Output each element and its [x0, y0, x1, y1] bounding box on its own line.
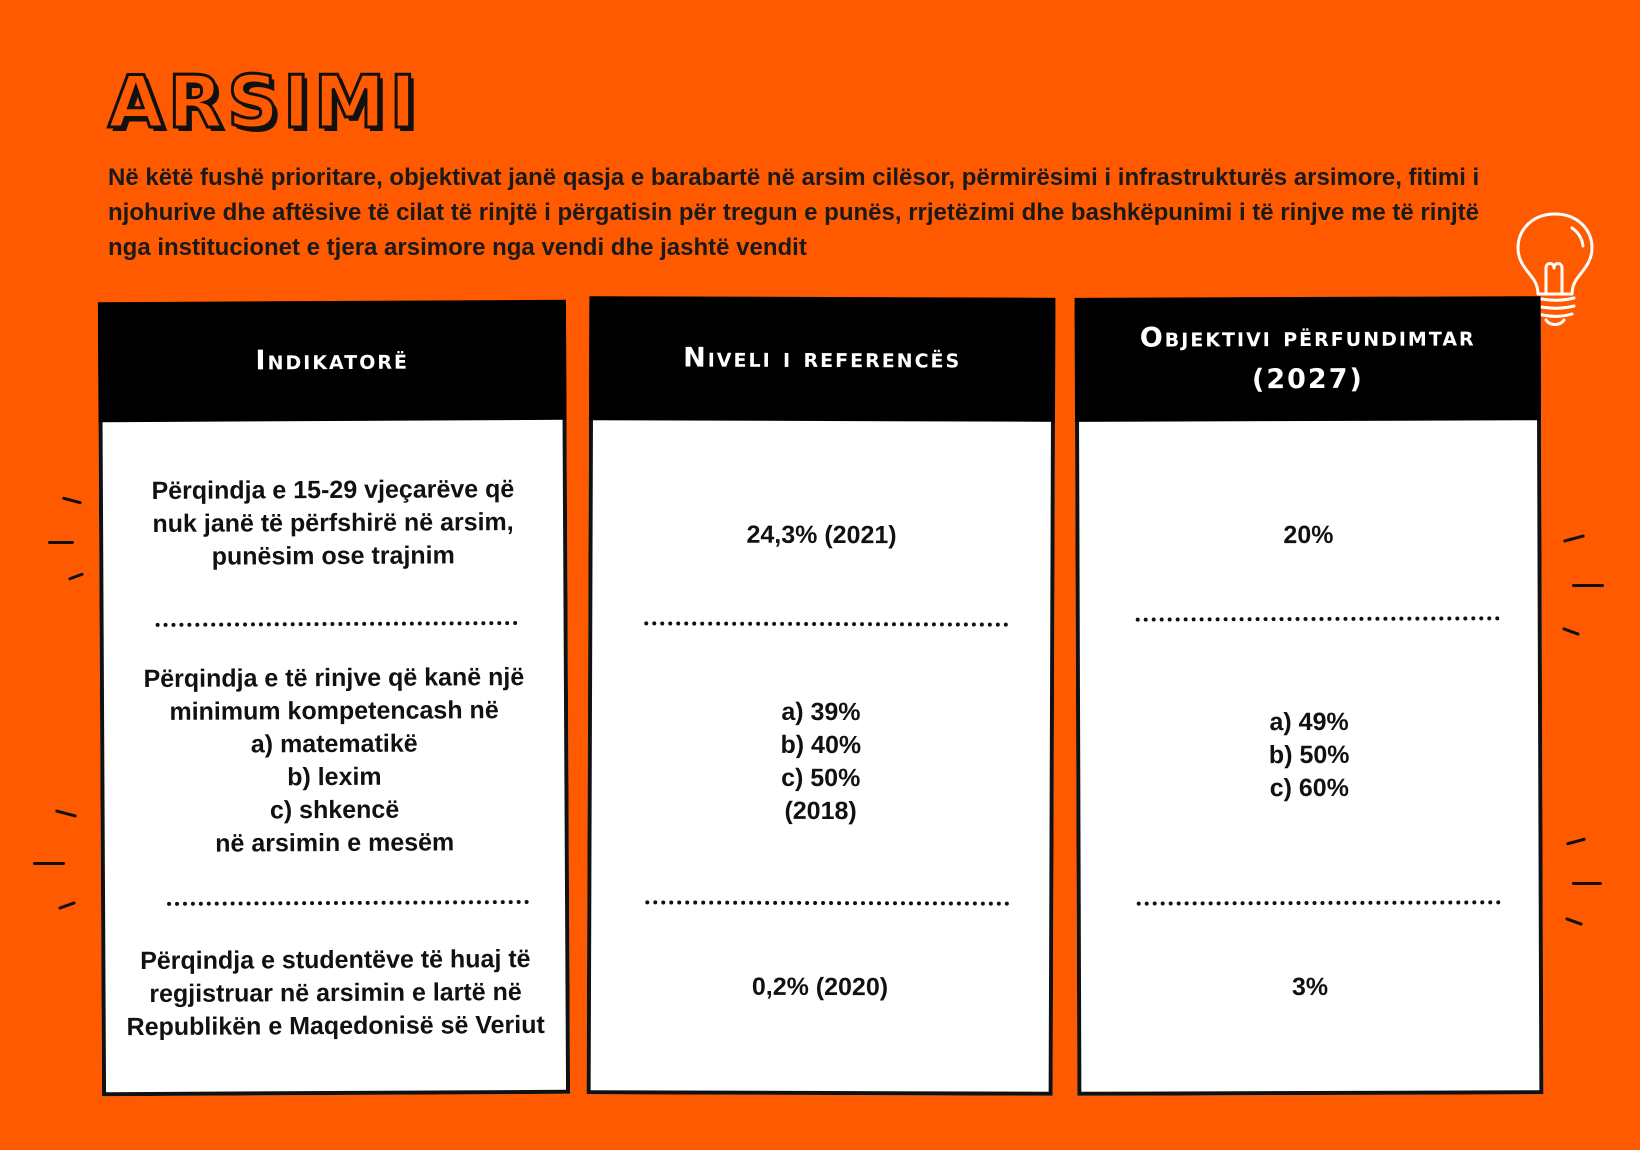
decor-dash [62, 496, 82, 504]
row-divider [156, 621, 518, 627]
decor-dash [68, 572, 84, 580]
indicator-row-3: Përqindja e studentëve të huaj të regjistruar në arsimin e lartë në Republikën e Maqedonisë së Veriut [126, 944, 545, 1042]
row-divider [167, 900, 529, 906]
intro-text: Në këtë fushë prioritare, objektivat janë qasja e barabartë në arsim cilësor, përmirësimi i infrastrukturës arsimore, fitimi i njohurive dhe aftësive të cilat të rinjtë i përgatisin për tregun e punës, rrjetëzimi dhe bashkëpunimi i të rinjve me të rinjtë nga institucionet e tjera arsimore nga vendi dhe jashtë vendit [108, 164, 1480, 261]
decor-dash [55, 809, 77, 818]
decor-dash [48, 541, 74, 544]
reference-header-label: Niveli i referencës [683, 342, 962, 375]
decor-dash [33, 862, 65, 865]
reference-row-2: a) 39% b) 40% c) 50% (2018) [780, 697, 862, 826]
decor-dash [1562, 627, 1580, 636]
indicator-row-1: Përqindja e 15-29 vjeçarëve që nuk janë të përfshirë në arsim, punësim ose trajnim [151, 475, 515, 571]
row-divider [644, 621, 1008, 626]
decor-dash [1572, 584, 1604, 587]
row-divider [1136, 616, 1500, 621]
indicators-header [98, 300, 567, 422]
reference-row-1: 24,3% (2021) [746, 520, 897, 550]
decor-dash [58, 901, 76, 910]
reference-row-3: 0,2% (2020) [751, 972, 889, 1002]
reference-column [587, 304, 1056, 1096]
page-title: ARSIMI [108, 60, 421, 144]
row-divider [645, 900, 1009, 905]
decor-dash [1565, 917, 1583, 926]
decor-dash [1566, 837, 1586, 845]
target-header-label: Objektivi përfundimtar (2027) [1139, 321, 1476, 396]
indicator-row-2: Përqindja e të rinjve që kanë një minimum kompetencash në a) matematikë b) lexim c) shkencë në arsimin e mesëm [143, 663, 525, 858]
row-divider [1137, 900, 1501, 905]
target-column [1075, 304, 1544, 1096]
decor-dash [1572, 882, 1602, 885]
target-row-1: 20% [1283, 520, 1334, 550]
target-row-3: 3% [1291, 972, 1329, 1002]
decor-dash [1563, 534, 1585, 543]
target-row-2: a) 49% b) 50% c) 60% [1268, 707, 1350, 803]
reference-header [589, 296, 1055, 422]
indicators-column [98, 304, 570, 1096]
target-header [1075, 296, 1541, 422]
indicators-header-label: Indikatorë [255, 344, 410, 377]
